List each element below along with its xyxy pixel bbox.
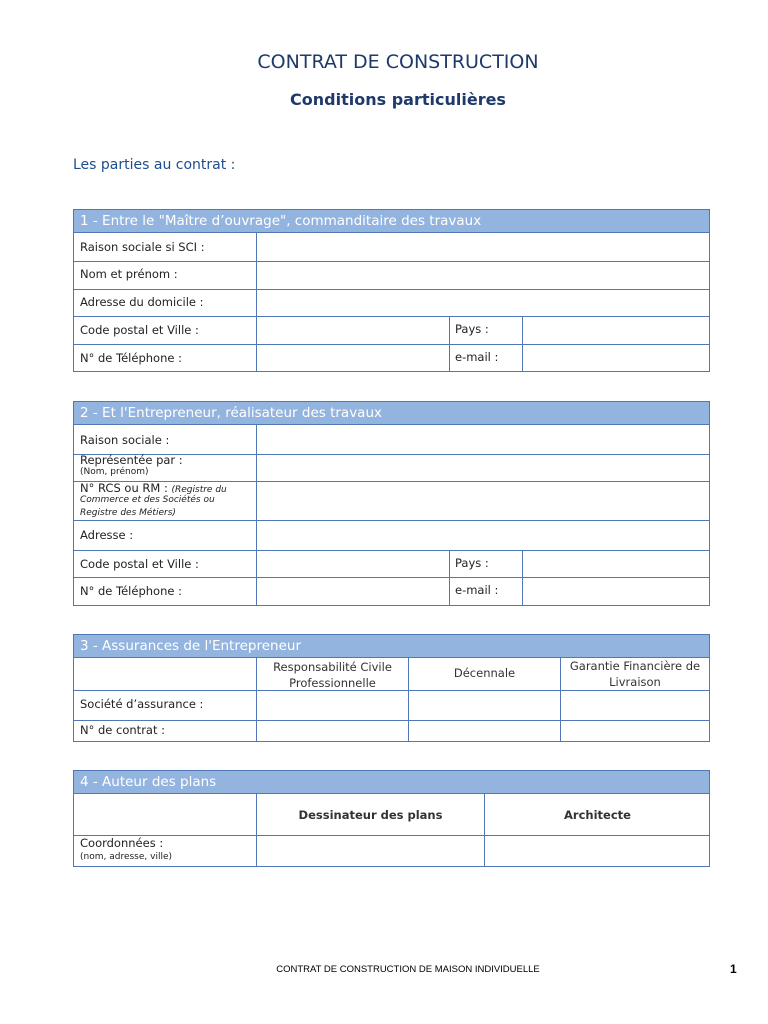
field-email-2[interactable] (523, 578, 710, 605)
column-decennale: Décennale (453, 666, 516, 680)
field-assureur-decennale[interactable] (409, 691, 560, 720)
label-raison-sociale: Raison sociale : (80, 433, 170, 447)
label-email: e-mail : (455, 350, 499, 364)
field-contrat-rc[interactable] (257, 721, 408, 741)
field-contrat-decennale[interactable] (409, 721, 560, 741)
parties-intro: Les parties au contrat : (73, 157, 236, 173)
field-pays-2[interactable] (523, 551, 710, 577)
field-raison-sociale[interactable] (257, 426, 710, 454)
label-code-postal-ville: Code postal et Ville : (80, 323, 199, 337)
field-nom-prenom[interactable] (257, 262, 710, 289)
rcs-note-line1: (Registre du (171, 485, 227, 495)
column-rc-pro (257, 659, 408, 691)
section-1-header: 1 - Entre le "Maître d’ouvrage", commanditaire des travaux (74, 210, 709, 233)
section-assurances (73, 634, 710, 742)
field-email[interactable] (523, 345, 710, 371)
section-4-header: 4 - Auteur des plans (74, 771, 709, 794)
column-dessinateur: Dessinateur des plans (298, 808, 443, 822)
label-pays-2: Pays : (455, 556, 489, 570)
label-adresse: Adresse : (80, 528, 134, 542)
section-2-header: 2 - Et l'Entrepreneur, réalisateur des travaux (74, 402, 709, 425)
page-footer: CONTRAT DE CONSTRUCTION DE MAISON INDIVIDUELLE (276, 964, 540, 975)
label-societe-assurance: Société d’assurance : (80, 697, 204, 711)
field-assureur-rc[interactable] (257, 691, 408, 720)
field-code-postal-ville-2[interactable] (257, 551, 449, 577)
label-telephone: N° de Téléphone : (80, 351, 182, 365)
field-rcs-rm[interactable] (257, 482, 710, 520)
field-coord-dessinateur[interactable] (257, 836, 484, 866)
section-3-header: 3 - Assurances de l'Entrepreneur (74, 635, 709, 658)
col-gf-line1: Garantie Financière de (569, 659, 701, 673)
label-nom-prenom: Nom et prénom : (80, 267, 178, 281)
page-number: 1 (730, 962, 737, 976)
field-contrat-garantie[interactable] (561, 721, 710, 741)
field-representee-par[interactable] (257, 455, 710, 481)
label-coordonnees: Coordonnées : (80, 836, 164, 850)
field-assureur-garantie[interactable] (561, 691, 710, 720)
col-gf-line2: Livraison (609, 675, 661, 689)
section-entrepreneur (73, 401, 710, 606)
label-pays: Pays : (455, 322, 489, 336)
label-numero-contrat: N° de contrat : (80, 723, 166, 737)
note-nom-adresse-ville: (nom, adresse, ville) (80, 852, 172, 862)
label-email-2: e-mail : (455, 583, 499, 597)
section-auteur-plans (73, 770, 710, 867)
col-rc-line2: Professionnelle (289, 676, 376, 690)
field-coord-architecte[interactable] (485, 836, 710, 866)
section-maitre-ouvrage (73, 209, 710, 372)
label-raison-sociale-sci: Raison sociale si SCI : (80, 240, 205, 254)
field-code-postal-ville[interactable] (257, 317, 449, 344)
document-subtitle: Conditions particulières (290, 90, 506, 109)
field-adresse[interactable] (257, 521, 710, 550)
field-adresse-domicile[interactable] (257, 290, 710, 316)
column-garantie-financiere (561, 658, 709, 690)
column-architecte: Architecte (564, 808, 631, 822)
col-rc-line1: Responsabilité Civile (273, 660, 392, 674)
note-nom-prenom: (Nom, prénom) (80, 467, 149, 477)
field-telephone[interactable] (257, 345, 449, 371)
label-adresse-domicile: Adresse du domicile : (80, 295, 204, 309)
label-representee-par: Représentée par : (80, 453, 183, 467)
field-pays[interactable] (523, 317, 710, 344)
document-title: CONTRAT DE CONSTRUCTION (257, 51, 539, 73)
label-rcs-rm (80, 481, 227, 495)
label-telephone-2: N° de Téléphone : (80, 584, 182, 598)
field-telephone-2[interactable] (257, 578, 449, 605)
label-code-postal-ville-2: Code postal et Ville : (80, 557, 199, 571)
rcs-label-text: N° RCS ou RM : (80, 481, 168, 495)
rcs-note-line3: Registre des Métiers) (80, 508, 176, 518)
rcs-note-line2: Commerce et des Sociétés ou (80, 495, 215, 505)
field-raison-sociale-sci[interactable] (257, 234, 710, 261)
